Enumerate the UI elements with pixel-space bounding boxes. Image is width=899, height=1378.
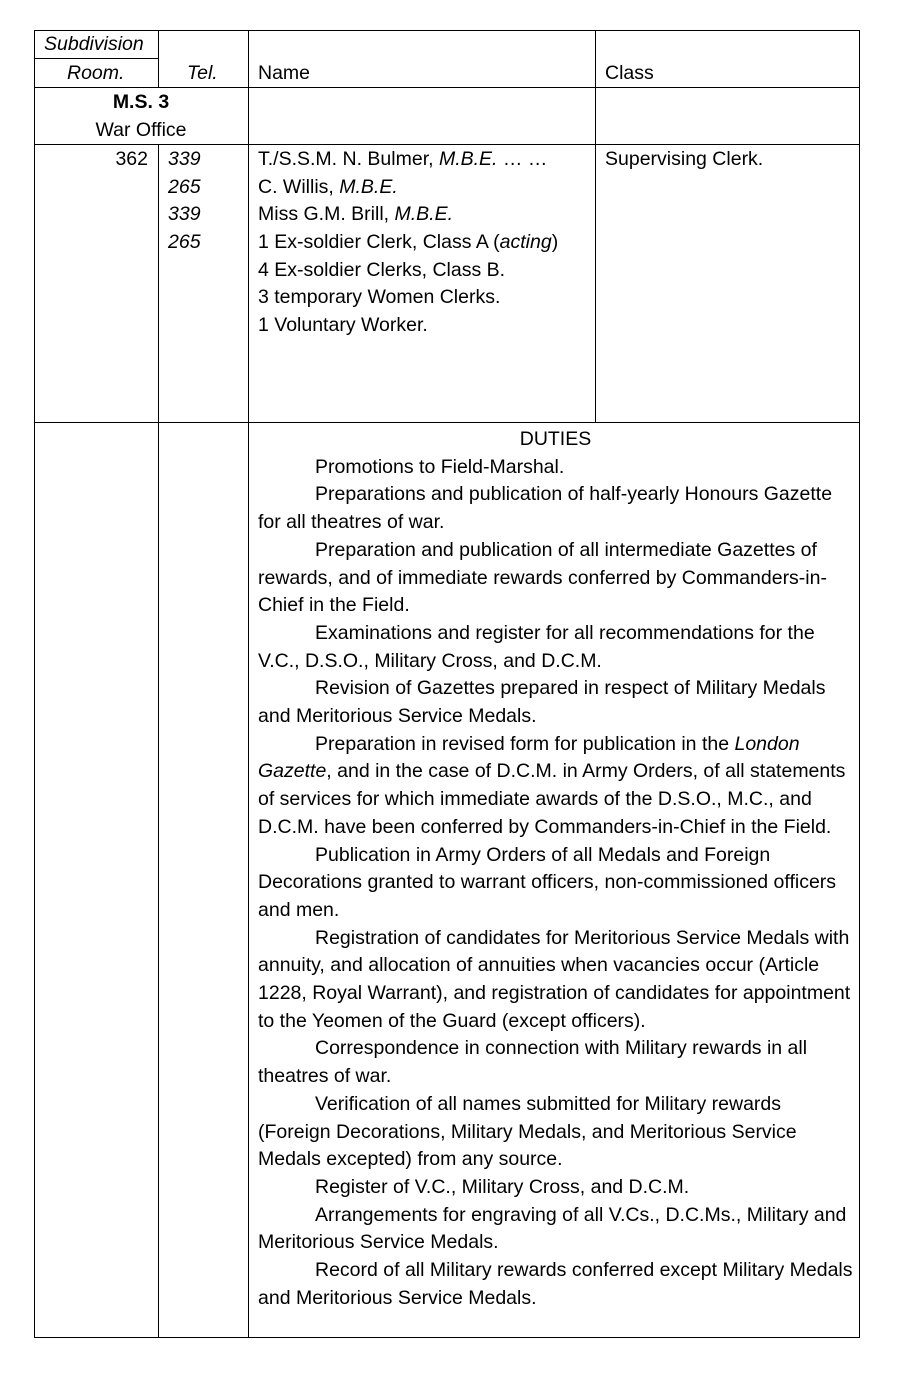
tel-number: 339	[168, 148, 201, 170]
duty-item: Preparation in revised form for publication in the London Gazette, and in the case of D.C.M. in Army Orders, of all statements of services for which immediate awards of the D.S.O., M.C., and D.C.M. have been conferred by Commanders-in-Chief in the Field.	[258, 732, 846, 838]
tel-number: 265	[168, 176, 201, 198]
staff-name: Miss G.M. Brill, M.B.E.	[258, 203, 454, 225]
duties-heading: DUTIES	[519, 428, 592, 450]
duty-item: Publication in Army Orders of all Medals and Foreign Decorations granted to warrant officers, non-commissioned officers and men.	[258, 843, 837, 921]
establishment-table	[34, 30, 859, 1338]
rule-name-class	[595, 30, 596, 423]
duty-item: Promotions to Field-Marshal.	[315, 455, 565, 478]
duty-item: Revision of Gazettes prepared in respect of Military Medals and Meritorious Service Medals.	[258, 677, 826, 728]
staff-class: Supervising Clerk.	[605, 148, 764, 170]
staff-name: 4 Ex-soldier Clerks, Class B.	[258, 259, 506, 281]
duty-item: Correspondence in connection with Military rewards in all theatres of war.	[258, 1037, 808, 1088]
staff-name: C. Willis, M.B.E.	[258, 176, 398, 198]
room-number: 362	[115, 148, 148, 170]
duty-item: Registration of candidates for Meritorious Service Medals with annuity, and allocation of annuities when vacancies occur (Article 1228, Royal Warrant), and registration of candidates for appointment to the Yeomen of the Guard (except officers).	[258, 926, 851, 1032]
rule-left	[34, 30, 35, 1338]
rule-room-tel-2	[158, 144, 159, 1338]
staff-name: 1 Voluntary Worker.	[258, 314, 428, 336]
class-header: Class	[605, 62, 654, 84]
duty-item: Examinations and register for all recommendations for the V.C., D.S.O., Military Cross, and D.C.M.	[258, 621, 815, 672]
room-header: Room.	[67, 62, 125, 84]
duty-item: Verification of all names submitted for Military rewards (Foreign Decorations, Military Medals, and Meritorious Service Medals excepted) from any source.	[258, 1092, 797, 1171]
section-code: M.S. 3	[112, 91, 170, 113]
duty-item: Preparation and publication of all intermediate Gazettes of rewards, and of immediate rewards conferred by Commanders-in-Chief in the Field.	[258, 538, 827, 617]
tel-number: 265	[168, 231, 201, 253]
rule-right	[859, 30, 860, 1338]
duty-item: Arrangements for engraving of all V.Cs., D.C.Ms., Military and Meritorious Service Medals.	[258, 1203, 847, 1254]
duties-list	[258, 426, 853, 1313]
tel-header: Tel.	[187, 62, 218, 84]
rule-room-tel	[158, 30, 159, 88]
tel-number: 339	[168, 203, 201, 225]
staff-name: T./S.S.M. N. Bulmer, M.B.E. … …	[258, 148, 548, 170]
section-location: War Office	[95, 119, 187, 141]
duty-item: Preparations and publication of half-yearly Honours Gazette for all theatres of war.	[258, 483, 833, 534]
subdivision-header: Subdivision	[44, 33, 144, 55]
rule-tel-name	[248, 30, 249, 1338]
staff-name: 3 temporary Women Clerks.	[258, 286, 501, 308]
duty-item: Record of all Military rewards conferred except Military Medals and Meritorious Service Medals.	[258, 1259, 853, 1309]
staff-name: 1 Ex-soldier Clerk, Class A (acting)	[258, 231, 559, 253]
duty-item: Register of V.C., Military Cross, and D.C.M.	[315, 1175, 690, 1198]
name-header: Name	[258, 62, 311, 84]
